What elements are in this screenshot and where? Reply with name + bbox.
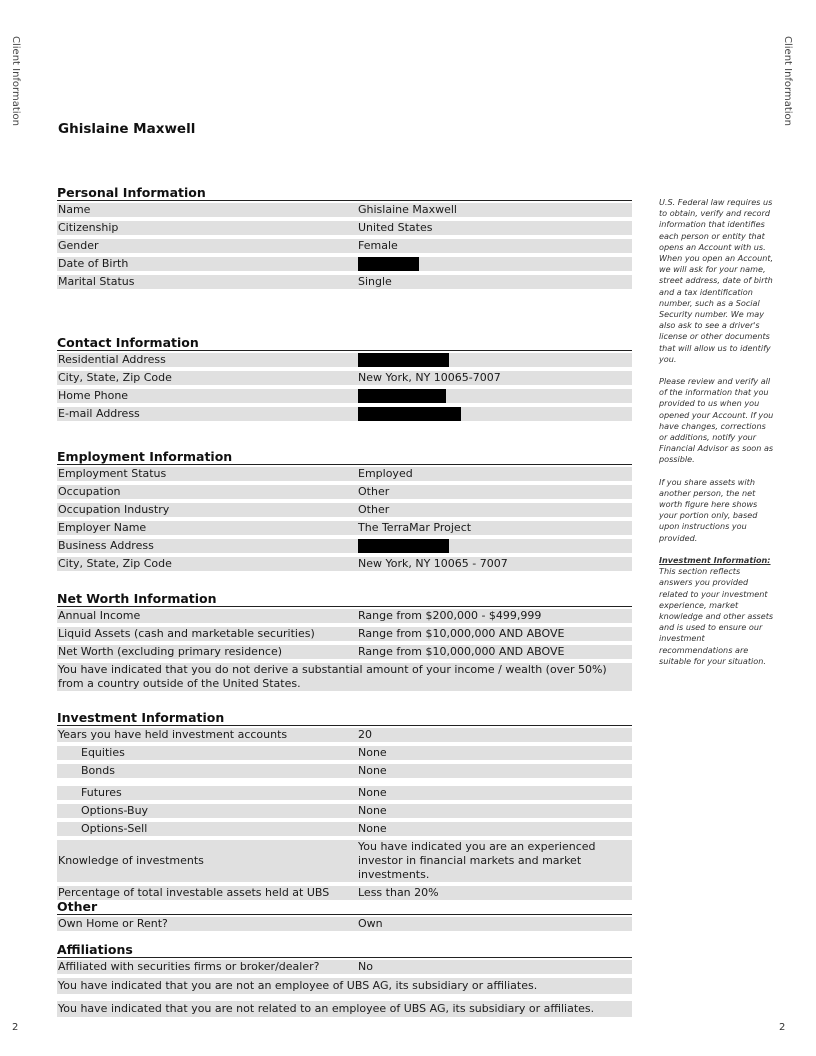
row-value [358, 353, 632, 367]
employment-information-section [57, 449, 632, 571]
table-row [57, 239, 632, 253]
row-label: Years you have held investment accounts [58, 728, 288, 741]
redaction-bar [358, 407, 461, 421]
row-value: New York, NY 10065 - 7007 [358, 557, 508, 570]
foreign-income-statement: You have indicated that you do not derive a substantial amount of your income / wealth (over 50%) from a country outside of the United States. [58, 663, 607, 690]
other-section [57, 899, 632, 931]
personal-information-section [57, 185, 632, 289]
row-value: Ghislaine Maxwell [358, 203, 457, 216]
table-row [57, 960, 632, 974]
table-row [57, 521, 632, 535]
table-row [57, 786, 632, 800]
table-row [57, 221, 632, 235]
page-number-right: 2 [779, 1022, 786, 1033]
row-label: Equities [81, 746, 125, 759]
row-value: Own [358, 917, 383, 930]
table-row [57, 728, 632, 742]
row-value: United States [358, 221, 433, 234]
row-label: Citizenship [58, 221, 119, 234]
page-number-left: 2 [12, 1022, 19, 1033]
section-title: Personal Information [57, 185, 632, 201]
row-value: Range from $200,000 - $499,999 [358, 609, 542, 622]
row-label: Employment Status [58, 467, 167, 480]
table-row [57, 557, 632, 571]
row-label: Name [58, 203, 91, 216]
redaction-bar [358, 389, 446, 403]
table-row [57, 371, 632, 385]
row-label: City, State, Zip Code [58, 371, 172, 384]
row-value: Employed [358, 467, 413, 480]
row-value: Other [358, 485, 390, 498]
row-label: Marital Status [58, 275, 135, 288]
section-title: Contact Information [57, 335, 632, 351]
row-value: None [358, 746, 387, 759]
row-label: Futures [81, 786, 122, 799]
net-worth-information-section [57, 591, 632, 691]
row-label: Business Address [58, 539, 154, 552]
table-row [57, 1001, 632, 1017]
row-value: Other [358, 503, 390, 516]
table-row [57, 840, 632, 882]
table-row [57, 609, 632, 623]
table-row [57, 389, 632, 403]
sidebar-paragraph: Please review and verify all of the information that you provided to us when you opened your Account. If you have changes, corrections or additions, notify your Financial Advisor as soon as possible. [659, 376, 774, 465]
row-label: Net Worth (excluding primary residence) [58, 645, 283, 658]
table-row [57, 917, 632, 931]
table-row [57, 978, 632, 994]
row-label: Options-Sell [81, 822, 148, 835]
investment-information-section [57, 710, 632, 900]
sidebar-paragraph: If you share assets with another person, the net worth figure here shows your portion only, based upon instructions you provided. [659, 476, 758, 543]
table-row [57, 804, 632, 818]
table-row [57, 627, 632, 641]
row-value [358, 539, 632, 553]
table-row [57, 203, 632, 217]
row-label: City, State, Zip Code [58, 557, 172, 570]
margin-label-left: Client Information [10, 36, 21, 127]
row-label: Liquid Assets (cash and marketable securities) [58, 627, 315, 640]
row-value: 20 [358, 728, 372, 741]
section-title: Employment Information [57, 449, 632, 465]
sidebar-paragraph [659, 555, 775, 667]
row-value [358, 407, 632, 421]
section-title: Affiliations [57, 942, 632, 958]
row-value: None [358, 764, 387, 777]
row-label: Bonds [81, 764, 115, 777]
row-label: Home Phone [58, 389, 129, 402]
section-title: Net Worth Information [57, 591, 632, 607]
row-value: Range from $10,000,000 AND ABOVE [358, 627, 565, 640]
redaction-bar [358, 539, 449, 553]
row-value: Range from $10,000,000 AND ABOVE [358, 645, 565, 658]
related-statement: You have indicated that you are not related to an employee of UBS AG, its subsidiary or affiliates. [58, 1002, 595, 1015]
row-label: Percentage of total investable assets held at UBS [58, 886, 330, 899]
contact-information-section [57, 335, 632, 421]
row-label: Occupation Industry [58, 503, 170, 516]
table-row [57, 257, 632, 271]
table-row [57, 539, 632, 553]
row-value: Single [358, 275, 392, 288]
table-row [57, 407, 632, 421]
client-name: Ghislaine Maxwell [58, 121, 196, 137]
row-value: The TerraMar Project [358, 521, 472, 534]
sidebar-heading: Investment Information: [659, 554, 771, 565]
row-label: Own Home or Rent? [58, 917, 168, 930]
row-label: Occupation [58, 485, 121, 498]
table-row [57, 467, 632, 481]
row-label: Annual Income [58, 609, 141, 622]
row-value: Less than 20% [358, 886, 439, 899]
row-value: None [358, 822, 387, 835]
table-row [57, 822, 632, 836]
table-row [57, 746, 632, 760]
row-label: Knowledge of investments [58, 854, 204, 867]
redaction-bar [358, 257, 419, 271]
affiliations-section [57, 942, 632, 1017]
row-value: None [358, 786, 387, 799]
sidebar-paragraph: U.S. Federal law requires us to obtain, verify and record information that identifies each person or entity that opens an Account with us. When you open an Account, we will ask for your name, street address, date of birth and a tax identification number, such as a Social Security number. We may also ask to see a driver's license or other documents that will allow us to identify you. [659, 197, 774, 364]
row-label: Affiliated with securities firms or broker/dealer? [58, 960, 320, 973]
row-value: New York, NY 10065-7007 [358, 371, 501, 384]
margin-label-right: Client Information [782, 36, 793, 127]
row-label: Date of Birth [58, 257, 129, 270]
row-value [358, 257, 632, 271]
table-row [57, 275, 632, 289]
table-row [57, 503, 632, 517]
section-title: Investment Information [57, 710, 632, 726]
row-label: Employer Name [58, 521, 147, 534]
section-title: Other [57, 899, 632, 915]
table-row [57, 485, 632, 499]
redaction-bar [358, 353, 449, 367]
row-label: Gender [58, 239, 99, 252]
row-value [358, 389, 632, 403]
row-label: Options-Buy [81, 804, 149, 817]
table-row [57, 645, 632, 659]
table-row [57, 663, 632, 691]
sidebar-notes [659, 197, 775, 678]
row-value: None [358, 804, 387, 817]
row-value: You have indicated you are an experienced investor in financial markets and market investments. [358, 840, 596, 881]
table-row [57, 764, 632, 778]
row-value: No [358, 960, 373, 973]
table-row [57, 353, 632, 367]
row-value: Female [358, 239, 398, 252]
employee-statement: You have indicated that you are not an employee of UBS AG, its subsidiary or affiliates. [58, 979, 538, 992]
row-label: E-mail Address [58, 407, 140, 420]
table-row [57, 886, 632, 900]
row-label: Residential Address [58, 353, 166, 366]
sidebar-text: This section reflects answers you provided related to your investment experience, market knowledge and other assets and is used to ensure our investment recommendations are suitable for your situation. [659, 566, 774, 666]
